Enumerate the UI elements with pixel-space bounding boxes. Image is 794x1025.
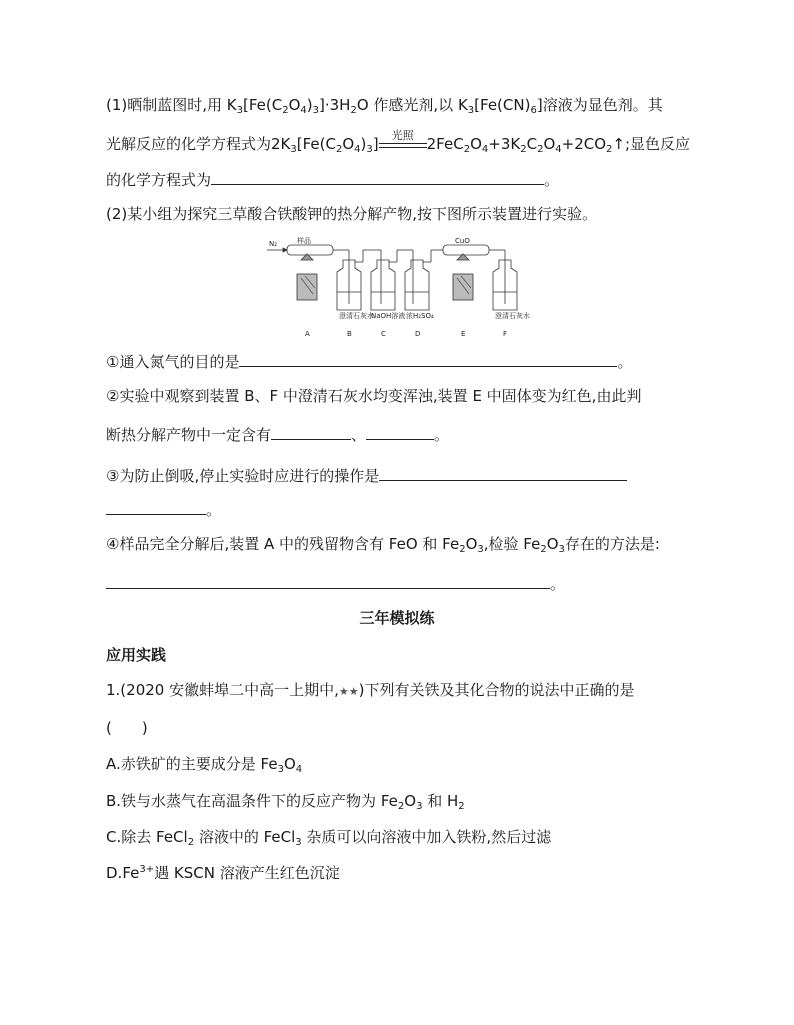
mc-option-a[interactable]: A.赤铁矿的主要成分是 $Fe_3O_4$: [106, 755, 303, 775]
mc-paren: ( ): [106, 719, 148, 737]
mc-stem: 1.(2020 安徽蚌埠二中高一上期中,★★)下列有关铁及其化合物的说法中正确的是: [106, 681, 635, 699]
letter-a: A: [305, 330, 310, 338]
q2-s4: ④样品完全分解后,装置 A 中的残留物含有 FeO 和 $Fe_2O_3$,检验 $Fe_2O_3$存在的方法是:: [106, 535, 660, 555]
answer-blank-5b[interactable]: [106, 499, 206, 515]
letter-f: F: [503, 330, 508, 338]
answer-blank-4[interactable]: [366, 424, 434, 440]
q2-s2-line1: ②实验中观察到装置 B、F 中澄清石灰水均变浑浊,装置 E 中固体变为红色,由此判: [106, 387, 642, 405]
q2-s3: ③为防止倒吸,停止实验时应进行的操作是: [106, 465, 627, 486]
difficulty-star-icon: ★★: [338, 685, 359, 698]
letter-d: D: [415, 330, 421, 338]
q2-s4-cont: 。: [106, 573, 565, 594]
apparatus-diagram: [265, 234, 535, 342]
reaction-arrow: 光照: [379, 138, 427, 152]
label-n2: N₂: [269, 240, 278, 248]
q2-s2-line2: 断热分解产物中一定含有 、 。: [106, 426, 450, 444]
mc-option-d[interactable]: $D.Fe^{3+}$遇 KSCN 溶液产生红色沉淀: [106, 864, 340, 882]
q2-intro: (2)某小组为探究三草酸合铁酸钾的热分解产物,按下图所示装置进行实验。: [106, 205, 598, 223]
label-sample: 样品: [297, 237, 311, 245]
q2-s1: ①通入氮气的目的是 。: [106, 353, 633, 371]
mc-option-c[interactable]: C.除去 FeCl$_2$ 溶液中的 FeCl$_3$ 杂质可以向溶液中加入铁粉,然后过滤: [106, 828, 552, 848]
answer-blank-1[interactable]: [211, 169, 544, 185]
label-c: NaOH溶液: [371, 312, 406, 320]
subsection-title: 应用实践: [106, 646, 167, 664]
answer-blank-2[interactable]: [239, 351, 617, 367]
q1-line-2: 光解反应的化学方程式为$2K_3[Fe(C_2O_4)_3]$ 光照 $2FeC_2O_4+3K_2C_2O_4+2CO_2↑$;显色反应: [106, 128, 691, 155]
mc-option-b[interactable]: B.铁与水蒸气在高温条件下的反应产物为 $Fe_2O_3$ 和 $H_2$: [106, 792, 465, 812]
letter-c: C: [381, 330, 386, 338]
label-b: 澄清石灰水: [339, 312, 374, 320]
label-f: 澄清石灰水: [495, 312, 530, 320]
letter-e: E: [461, 330, 466, 338]
answer-blank-3[interactable]: [271, 424, 351, 440]
label-cuo: CuO: [455, 237, 470, 245]
letter-b: B: [347, 330, 352, 338]
section-title: 三年模拟练: [359, 609, 435, 627]
label-d: 浓H₂SO₄: [406, 312, 434, 320]
q1-line-3: 的化学方程式为 。: [106, 171, 560, 189]
answer-blank-6[interactable]: [106, 573, 550, 589]
answer-blank-5[interactable]: [379, 465, 627, 481]
q1-line-1: (1)晒制蓝图时,用 $K_3[Fe(C_2O_4)_3]\cdot 3H_2O$ 作感光剂,以 $K_3[Fe(CN)_6]$溶液为显色剂。其: [106, 96, 663, 116]
q2-s3-cont: 。: [106, 499, 221, 520]
